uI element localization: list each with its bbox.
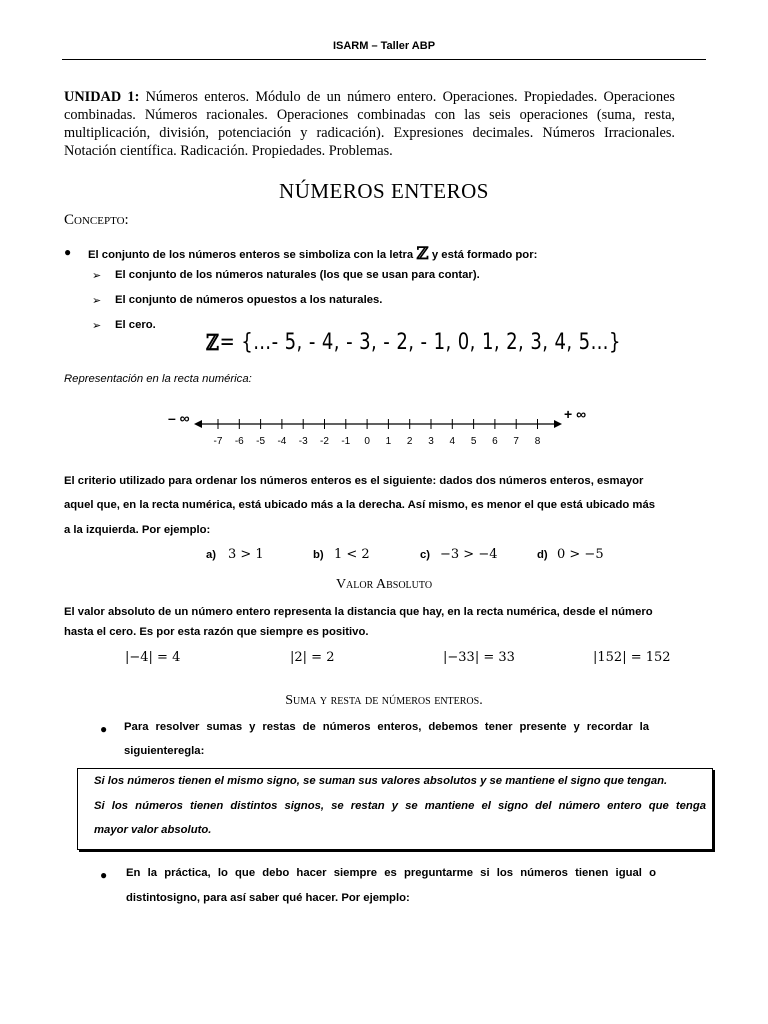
number-line-tick-label: 4 (449, 436, 456, 447)
number-line-tick-label: -2 (320, 436, 329, 447)
z-set-symbol: ℤ (206, 330, 220, 356)
bullet-icon: ● (100, 722, 108, 736)
criterio-line: a la izquierda. Por ejemplo: (64, 524, 211, 536)
negative-infinity-label: – ∞ (168, 410, 190, 426)
bullet-icon: ● (64, 245, 72, 259)
absolute-value-example: |−33| = 33 (443, 650, 515, 665)
inequality-example: 1 < 2 (334, 547, 370, 562)
inequality-example: −3 > −4 (440, 547, 498, 562)
concepto-item: El conjunto de números opuestos a los naturales. (115, 294, 383, 306)
suma-resta-bullet-line: Para resolver sumas y restas de números enteros, debemos tener presente y recordar la (124, 721, 649, 733)
number-line-tick-label: -7 (213, 436, 223, 447)
number-line-tick-label: 2 (406, 436, 413, 447)
rule-box (77, 768, 713, 850)
concepto-heading: Concepto: (64, 212, 129, 228)
unit-text: Números enteros. Módulo de un número entero. Operaciones. Propiedades. Operaciones combinadas. Números racionales. Operaciones combinadas con las seis operaciones (suma, resta, multiplicación, división, potenciación y radicación). Expresiones decimales. Números Irracionales. Notación científica. Radicación. Propiedades. Problemas. (64, 89, 675, 159)
valor-absoluto-line: hasta el cero. Es por esta razón que siempre es positivo. (64, 626, 369, 638)
number-line-tick-label: 0 (364, 436, 370, 447)
practica-bullet-line: distintosigno, para así saber qué hacer. Por ejemplo: (126, 892, 410, 904)
number-line-tick-label: -1 (341, 436, 351, 447)
practica-bullet-line: En la práctica, lo que debo hacer siempre es preguntarme si los números tienen igual o (126, 867, 656, 879)
number-line-tick-label: -6 (234, 436, 244, 447)
inequality-example: 3 > 1 (228, 547, 264, 562)
arrow-bullet-icon: ➢ (92, 270, 102, 282)
example-label: b) (313, 549, 324, 561)
arrow-bullet-icon: ➢ (92, 320, 102, 332)
number-line-tick-label: 1 (385, 436, 392, 447)
unit-label: UNIDAD 1: (64, 89, 140, 105)
number-line-tick-label: 7 (513, 436, 519, 447)
concepto-item: El conjunto de los números naturales (los que se usan para contar). (115, 269, 480, 281)
page-header: ISARM – Taller ABP (332, 40, 436, 52)
example-label: a) (206, 549, 217, 561)
rule-line: Si los números tienen distintos signos, se restan y se mantiene el signo del número entero que tenga (94, 800, 706, 812)
concepto-item: El cero. (115, 319, 156, 331)
page-title: NÚMEROS ENTEROS (279, 179, 489, 203)
z-symbol: ℤ (416, 244, 429, 264)
absolute-value-example: |2| = 2 (290, 650, 335, 665)
rule-line: mayor valor absoluto. (94, 824, 212, 836)
example-label: c) (420, 549, 431, 561)
arrow-left-icon (194, 420, 202, 428)
valor-absoluto-heading: Valor Absoluto (335, 577, 433, 592)
arrow-bullet-icon: ➢ (92, 295, 102, 307)
inequality-example: 0 > −5 (557, 547, 604, 562)
number-line-tick-label: 5 (470, 436, 477, 447)
example-label: d) (537, 549, 548, 561)
number-line-tick-label: 6 (492, 436, 498, 447)
arrow-right-icon (554, 420, 562, 428)
number-line-tick-label: 8 (534, 436, 541, 447)
integer-set-body: = {…- 5, - 4, - 3, - 2, - 1, 0, 1, 2, 3, 4, 5…} (219, 330, 621, 355)
bullet-icon: ● (100, 868, 108, 882)
absolute-value-example: |152| = 152 (593, 650, 671, 665)
valor-absoluto-line: El valor absoluto de un número entero representa la distancia que hay, en la recta numérica, desde el número (64, 606, 653, 618)
suma-resta-bullet-line: siguienteregla: (124, 745, 205, 757)
number-line-tick-label: -3 (298, 436, 308, 447)
criterio-line: aquel que, en la recta numérica, está ubicado más a la derecha. Así mismo, es menor el que está ubicado más (64, 499, 656, 511)
concepto-bullet-tail: y está formado por: (431, 249, 538, 261)
number-line-tick-label: -5 (256, 436, 266, 447)
number-line-caption: Representación en la recta numérica: (64, 373, 252, 385)
criterio-line: El criterio utilizado para ordenar los números enteros es el siguiente: dados dos números enteros, esmayor (64, 475, 644, 487)
absolute-value-example: |−4| = 4 (125, 650, 181, 665)
rule-line: Si los números tienen el mismo signo, se suman sus valores absolutos y se mantiene el signo que tengan. (94, 775, 668, 787)
number-line-tick-label: 3 (428, 436, 434, 447)
concepto-bullet-text: El conjunto de los números enteros se simboliza con la letra (88, 249, 414, 261)
suma-resta-heading: Suma y resta de números enteros. (285, 693, 483, 708)
positive-infinity-label: + ∞ (564, 406, 587, 422)
number-line-tick-label: -4 (277, 436, 287, 447)
